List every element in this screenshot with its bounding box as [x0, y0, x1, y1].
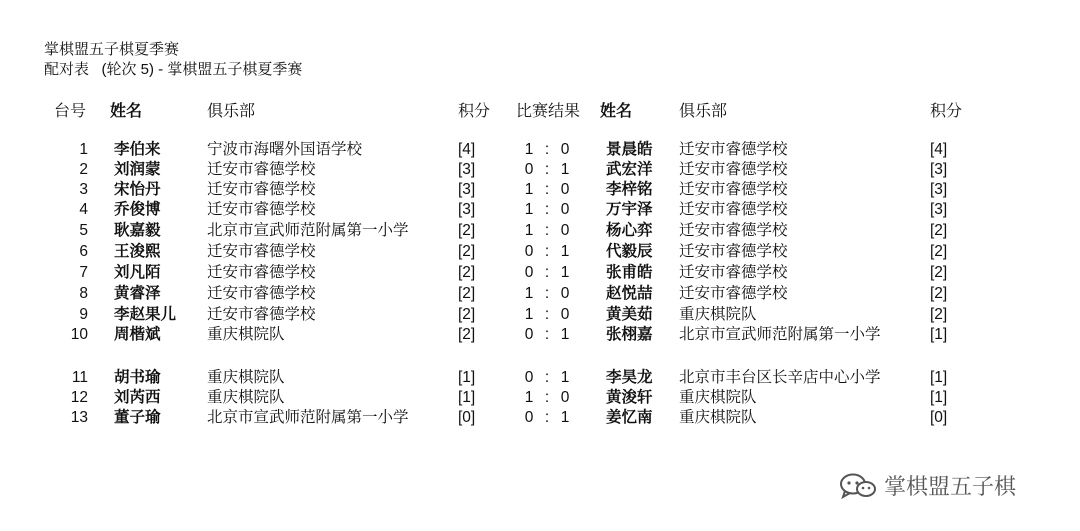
player-2-points: [4] [930, 141, 948, 158]
match-result [522, 263, 572, 283]
player-2-club: 重庆棋院队 [679, 306, 757, 323]
header-table-no: 台号 [54, 103, 87, 120]
result-player-2: 1 [560, 326, 570, 343]
header-result: 比赛结果 [516, 103, 581, 120]
player-2-name: 武宏洋 [606, 161, 653, 178]
table-no-cell: 6 [79, 243, 88, 260]
player-1-name: 李赵果儿 [114, 306, 177, 323]
player-2-name: 黄美茹 [606, 306, 653, 323]
player-1-points: [2] [458, 222, 476, 239]
result-separator: : [544, 222, 550, 239]
result-separator: : [544, 369, 550, 386]
result-player-2: 1 [560, 243, 570, 260]
header-name-2: 姓名 [600, 103, 633, 120]
table-no-cell: 7 [79, 264, 88, 281]
result-player-2: 1 [560, 161, 570, 178]
table-row [0, 221, 1080, 241]
match-result [522, 180, 572, 200]
result-player-1: 1 [524, 285, 534, 302]
watermark [838, 470, 1016, 501]
table-no-cell: 11 [71, 369, 88, 386]
result-player-1: 1 [524, 222, 534, 239]
result-player-2: 0 [560, 201, 570, 218]
player-1-club: 迁安市睿德学校 [207, 264, 316, 281]
player-1-points: [3] [458, 181, 476, 198]
player-1-club: 北京市宣武师范附属第一小学 [207, 409, 409, 426]
player-1-name: 胡书瑜 [114, 369, 161, 386]
result-player-2: 0 [560, 306, 570, 323]
player-2-club: 迁安市睿德学校 [679, 141, 788, 158]
player-2-points: [2] [930, 264, 948, 281]
player-2-club: 迁安市睿德学校 [679, 264, 788, 281]
result-player-1: 1 [524, 141, 534, 158]
player-2-points: [0] [930, 409, 948, 426]
result-player-1: 1 [524, 201, 534, 218]
result-player-2: 0 [560, 222, 570, 239]
player-2-club: 迁安市睿德学校 [679, 201, 788, 218]
table-row [0, 200, 1080, 220]
player-1-club: 迁安市睿德学校 [207, 161, 316, 178]
player-1-club: 迁安市睿德学校 [207, 306, 316, 323]
player-2-club: 北京市丰台区长辛店中心小学 [679, 369, 881, 386]
player-1-club: 重庆棋院队 [207, 326, 285, 343]
player-1-club: 迁安市睿德学校 [207, 243, 316, 260]
match-result [522, 284, 572, 304]
player-1-club: 迁安市睿德学校 [207, 285, 316, 302]
result-player-2: 0 [560, 141, 570, 158]
player-2-name: 代毅辰 [606, 243, 653, 260]
player-1-points: [1] [458, 389, 476, 406]
match-result [522, 242, 572, 262]
player-2-name: 杨心弈 [606, 222, 653, 239]
table-row [0, 325, 1080, 345]
match-result [522, 160, 572, 180]
player-1-points: [1] [458, 369, 476, 386]
result-separator: : [544, 264, 550, 281]
player-1-points: [2] [458, 243, 476, 260]
player-2-name: 李昊龙 [606, 369, 653, 386]
table-row [0, 140, 1080, 160]
player-2-points: [2] [930, 306, 948, 323]
player-1-club: 北京市宣武师范附属第一小学 [207, 222, 409, 239]
result-separator: : [544, 243, 550, 260]
result-player-1: 0 [524, 264, 534, 281]
table-row [0, 408, 1080, 428]
player-1-name: 宋怡丹 [114, 181, 161, 198]
table-no-cell: 12 [70, 389, 88, 406]
player-2-club: 迁安市睿德学校 [679, 285, 788, 302]
player-2-name: 赵悦喆 [606, 285, 653, 302]
player-2-name: 万宇泽 [606, 201, 653, 218]
result-player-1: 0 [524, 161, 534, 178]
match-result [522, 368, 572, 388]
table-no-cell: 13 [70, 409, 88, 426]
result-player-2: 1 [560, 264, 570, 281]
table-row [0, 242, 1080, 262]
result-player-1: 0 [524, 409, 534, 426]
watermark-text: 掌棋盟五子棋 [884, 474, 1017, 499]
header-club-1: 俱乐部 [207, 103, 256, 120]
player-1-name: 耿嘉毅 [114, 222, 161, 239]
player-1-club: 迁安市睿德学校 [207, 201, 316, 218]
header-club-2: 俱乐部 [679, 103, 728, 120]
player-2-points: [2] [930, 222, 948, 239]
result-player-1: 0 [524, 369, 534, 386]
player-2-club: 迁安市睿德学校 [679, 243, 788, 260]
player-2-points: [1] [930, 369, 948, 386]
table-no-cell: 5 [79, 222, 88, 239]
player-2-name: 李梓铭 [606, 181, 653, 198]
player-1-points: [2] [458, 285, 476, 302]
player-1-points: [0] [458, 409, 476, 426]
player-2-club: 重庆棋院队 [679, 389, 757, 406]
result-player-2: 0 [560, 181, 570, 198]
player-1-name: 刘芮西 [114, 389, 161, 406]
player-1-points: [2] [458, 306, 476, 323]
table-no-cell: 2 [79, 161, 88, 178]
table-row [0, 388, 1080, 408]
result-player-1: 1 [524, 306, 534, 323]
table-no-cell: 4 [79, 201, 88, 218]
player-1-name: 乔俊博 [114, 201, 161, 218]
player-2-club: 迁安市睿德学校 [679, 161, 788, 178]
player-1-name: 王浚熙 [114, 243, 161, 260]
table-no-cell: 10 [70, 326, 88, 343]
player-2-name: 黄浚轩 [606, 389, 653, 406]
result-separator: : [544, 306, 550, 323]
player-1-club: 重庆棋院队 [207, 389, 285, 406]
player-1-name: 刘润蒙 [114, 161, 161, 178]
player-2-points: [2] [930, 243, 948, 260]
player-1-club: 宁波市海曙外国语学校 [207, 141, 363, 158]
result-separator: : [544, 181, 550, 198]
result-player-1: 0 [524, 326, 534, 343]
table-row [0, 180, 1080, 200]
player-2-club: 重庆棋院队 [679, 409, 757, 426]
player-1-name: 刘凡陌 [114, 264, 161, 281]
result-separator: : [544, 285, 550, 302]
player-1-points: [2] [458, 326, 476, 343]
result-separator: : [544, 326, 550, 343]
player-2-club: 北京市宣武师范附属第一小学 [679, 326, 881, 343]
player-1-club: 重庆棋院队 [207, 369, 285, 386]
player-1-points: [3] [458, 201, 476, 218]
result-player-2: 1 [560, 409, 570, 426]
table-row [0, 368, 1080, 388]
player-2-club: 迁安市睿德学校 [679, 181, 788, 198]
result-separator: : [544, 141, 550, 158]
player-1-club: 迁安市睿德学校 [207, 181, 316, 198]
result-separator: : [544, 201, 550, 218]
player-2-points: [3] [930, 161, 948, 178]
player-2-name: 姜忆南 [606, 409, 653, 426]
player-1-name: 李伯来 [114, 141, 161, 158]
player-2-points: [1] [930, 326, 948, 343]
table-row [0, 160, 1080, 180]
player-2-points: [2] [930, 285, 948, 302]
header-name-1: 姓名 [110, 103, 143, 120]
result-separator: : [544, 161, 550, 178]
player-2-points: [3] [930, 201, 948, 218]
player-1-points: [4] [458, 141, 476, 158]
table-row [0, 284, 1080, 304]
result-separator: : [544, 389, 550, 406]
match-result [522, 408, 572, 428]
result-player-2: 0 [560, 389, 570, 406]
match-result [522, 305, 572, 325]
match-result [522, 221, 572, 241]
pairing-subtitle: 配对表 (轮次 5) - 掌棋盟五子棋夏季赛 [44, 61, 303, 78]
table-no-cell: 1 [79, 141, 88, 158]
result-separator: : [544, 409, 550, 426]
match-result [522, 200, 572, 220]
player-2-name: 张栩嘉 [606, 326, 653, 343]
match-result [522, 325, 572, 345]
header-points-1: 积分 [458, 103, 491, 120]
player-2-name: 张甫皓 [606, 264, 653, 281]
player-1-points: [3] [458, 161, 476, 178]
player-2-club: 迁安市睿德学校 [679, 222, 788, 239]
table-no-cell: 8 [79, 285, 88, 302]
player-1-name: 黄睿泽 [114, 285, 161, 302]
match-result [522, 388, 572, 408]
table-no-cell: 3 [79, 181, 88, 198]
wechat-icon [838, 472, 878, 500]
player-2-points: [3] [930, 181, 948, 198]
player-2-name: 景晨皓 [606, 141, 653, 158]
header-points-2: 积分 [930, 103, 963, 120]
player-1-name: 董子瑜 [114, 409, 161, 426]
result-player-2: 1 [560, 369, 570, 386]
result-player-1: 1 [524, 389, 534, 406]
player-2-points: [1] [930, 389, 948, 406]
player-1-points: [2] [458, 264, 476, 281]
match-result [522, 140, 572, 160]
player-1-name: 周楷斌 [114, 326, 161, 343]
event-title: 掌棋盟五子棋夏季赛 [44, 41, 180, 58]
table-row [0, 305, 1080, 325]
table-no-cell: 9 [79, 306, 88, 323]
result-player-1: 1 [524, 181, 534, 198]
result-player-2: 0 [560, 285, 570, 302]
table-row [0, 263, 1080, 283]
result-player-1: 0 [524, 243, 534, 260]
